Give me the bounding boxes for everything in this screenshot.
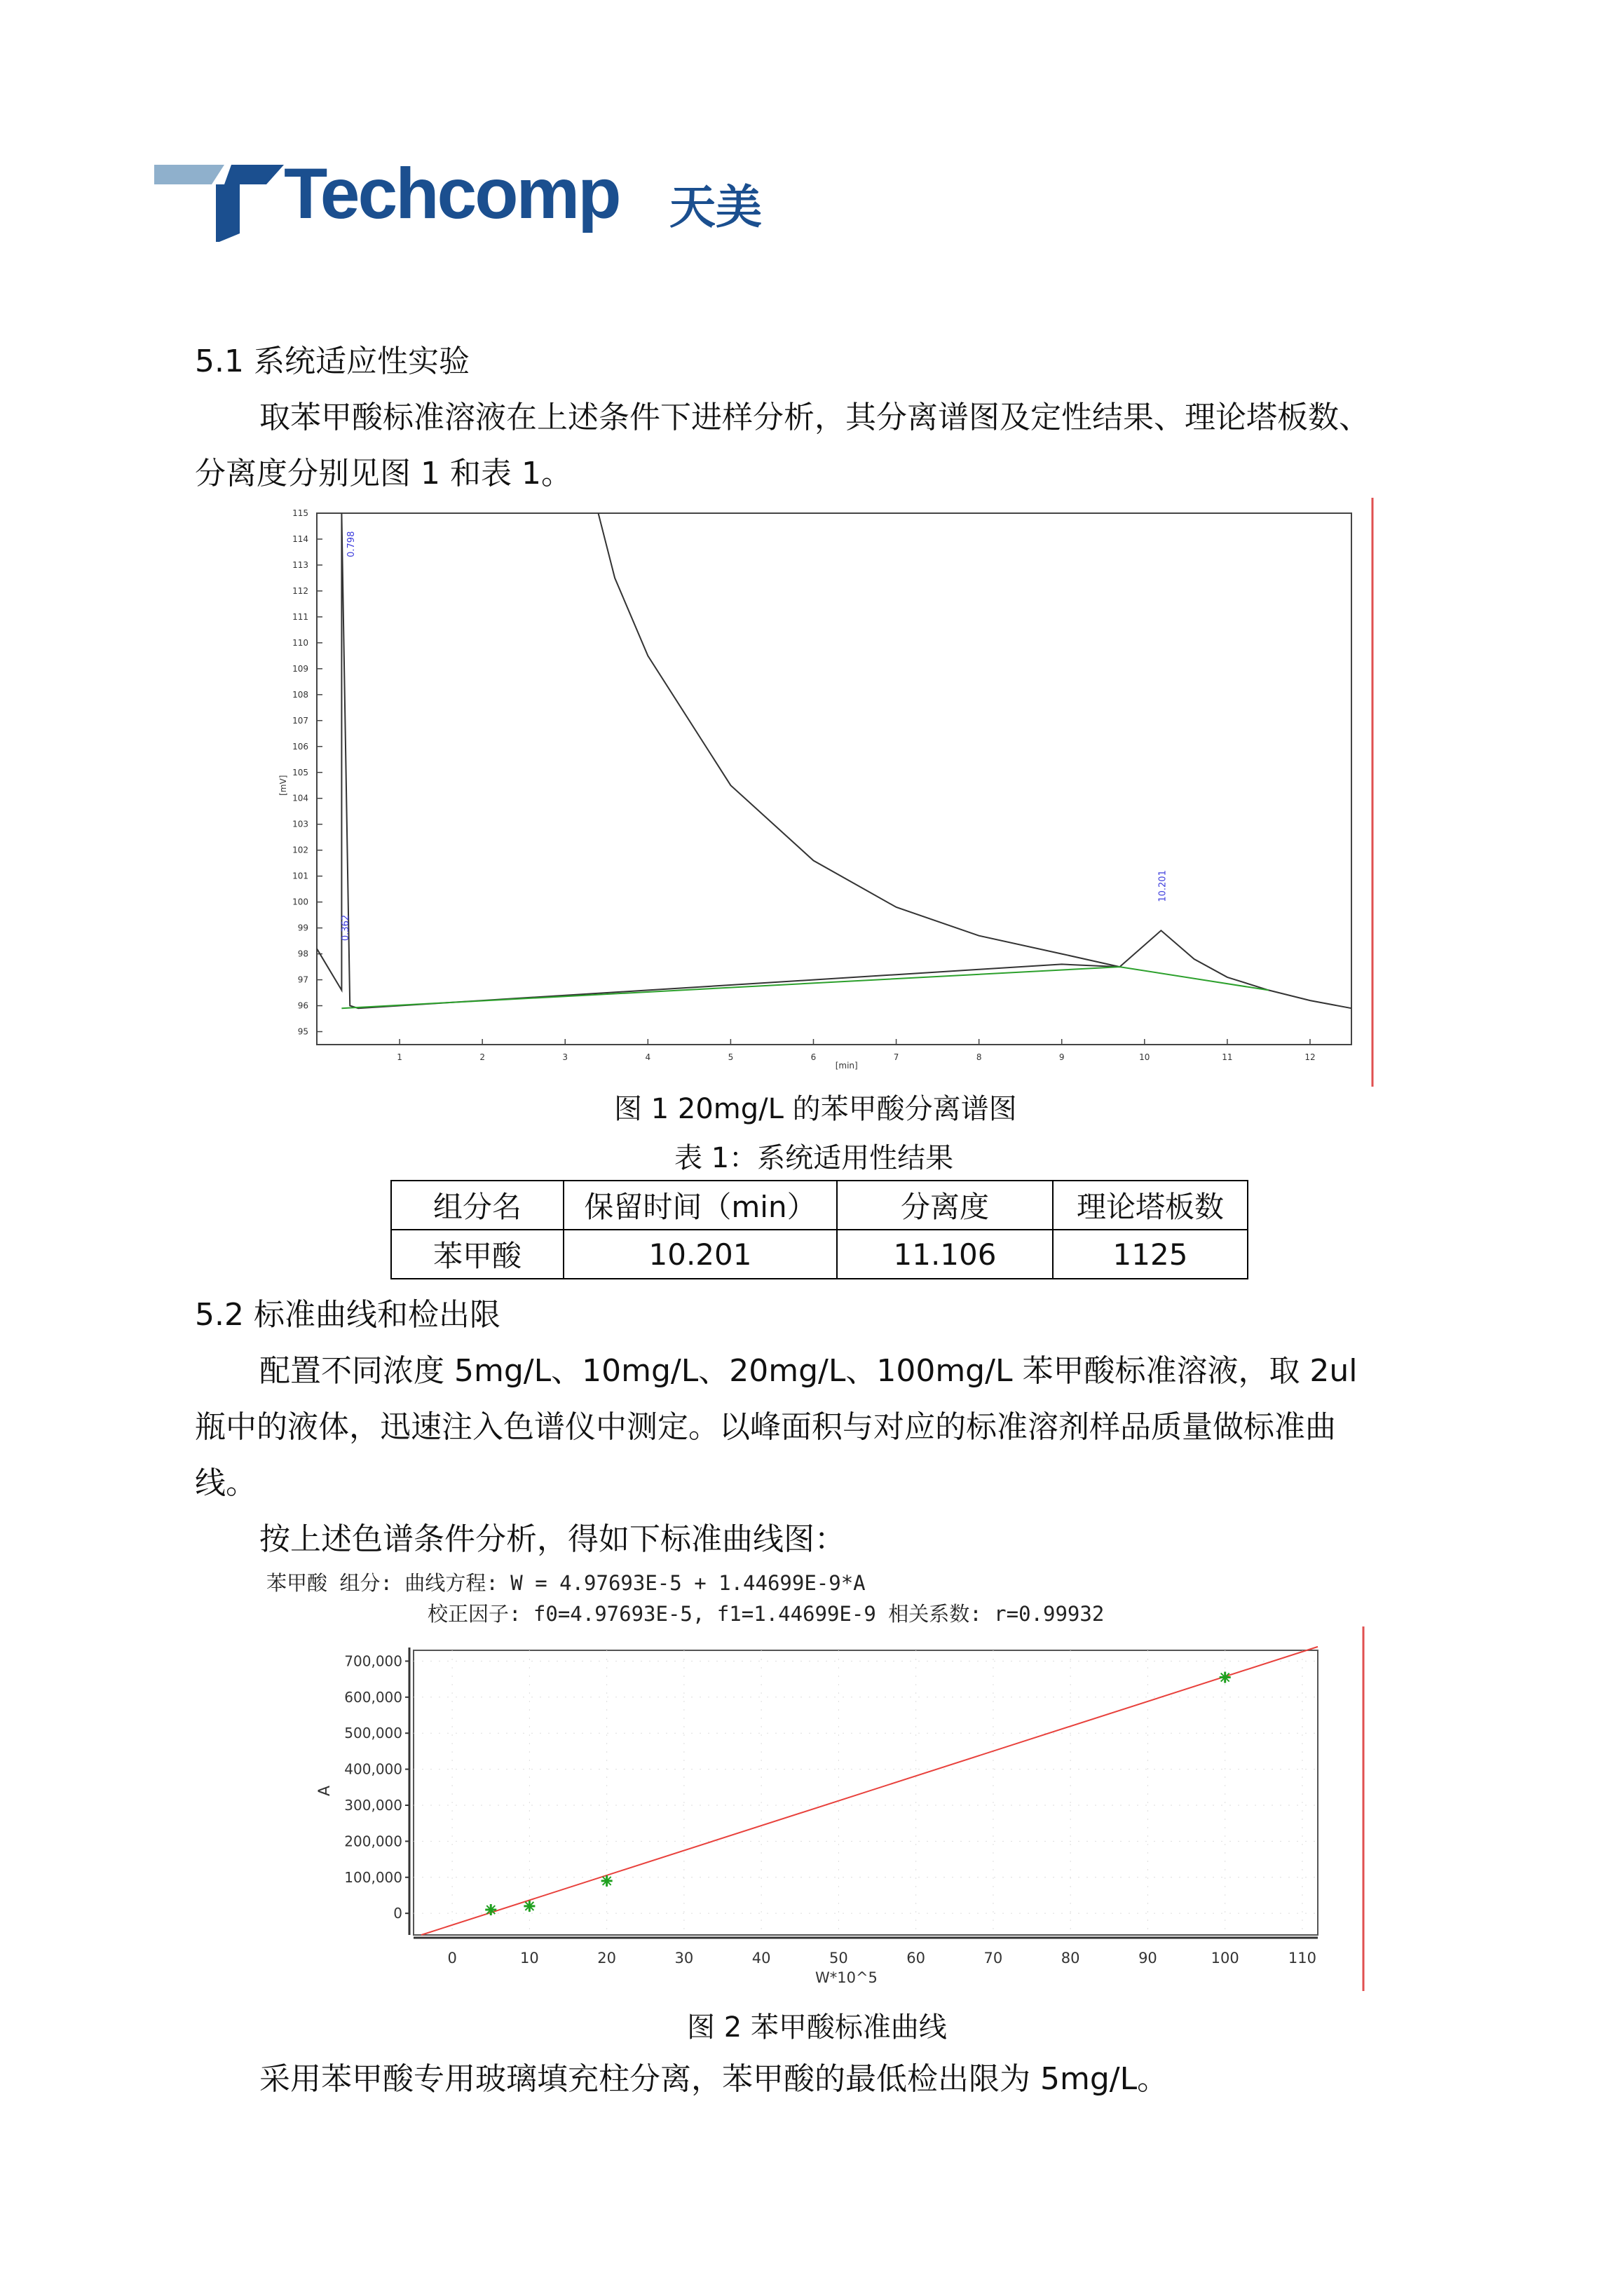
y-tick-label: 97 [297, 974, 308, 985]
paragraph-5-1-line-1: 取苯甲酸标准溶液在上述条件下进样分析，其分离谱图及定性结果、理论塔板数、 [259, 400, 1370, 435]
section-title-5-1: 5.1 系统适应性实验 [195, 344, 470, 379]
x-tick-label: 9 [1058, 1052, 1065, 1062]
table-header-cell: 分离度 [837, 1181, 1053, 1230]
x-tick-label: 80 [1061, 1950, 1080, 1966]
conclusion-text: 采用苯甲酸专用玻璃填充柱分离，苯甲酸的最低检出限为 5mg/L。 [259, 2061, 1168, 2097]
x-tick-label: 90 [1138, 1950, 1157, 1966]
table-cell: 1125 [1053, 1230, 1248, 1279]
x-tick-label: 3 [562, 1052, 568, 1062]
calibration-factors: 校正因子: f0=4.97693E-5, f1=1.44699E-9 相关系数: r=0.99932 [428, 1602, 1105, 1626]
table-cell: 苯甲酸 [391, 1230, 564, 1279]
x-tick-label: 100 [1211, 1950, 1239, 1966]
x-axis-label: W*10^5 [815, 1969, 878, 1986]
x-tick-label: 6 [810, 1052, 817, 1062]
x-tick-label: 4 [645, 1052, 651, 1062]
x-tick-label: 11 [1222, 1052, 1233, 1062]
table-header-cell: 组分名 [391, 1181, 564, 1230]
x-tick-label: 30 [674, 1950, 694, 1966]
y-tick-label: 96 [297, 1000, 308, 1011]
x-tick-label: 5 [728, 1052, 734, 1062]
x-tick-label: 2 [479, 1052, 485, 1062]
section-title-5-2: 5.2 标准曲线和检出限 [195, 1297, 500, 1333]
y-tick-label: 100,000 [344, 1868, 402, 1886]
table-header-row [391, 1181, 1248, 1230]
signal-trace [317, 513, 1351, 1008]
y-tick-label: 102 [292, 845, 308, 855]
y-tick-label: 400,000 [344, 1760, 402, 1778]
system-suitability-table [390, 1180, 1248, 1279]
y-tick-label: 108 [292, 689, 308, 700]
y-tick-label: 107 [292, 715, 308, 726]
y-tick-label: 99 [297, 923, 308, 933]
y-tick-label: 101 [292, 871, 308, 881]
y-tick-label: 111 [292, 611, 308, 622]
x-tick-label: 8 [976, 1052, 982, 1062]
calibration-equation: 苯甲酸 组分: 曲线方程: W = 4.97693E-5 + 1.44699E-9*A [266, 1571, 866, 1595]
logo-cn: 天美 [669, 180, 762, 234]
x-tick-label: 0 [447, 1950, 457, 1966]
paragraph-5-2-line-2: 瓶中的液体，迅速注入色谱仪中测定。以峰面积与对应的标准溶剂样品质量做标准曲 [195, 1409, 1336, 1445]
x-tick-label: 20 [597, 1950, 617, 1966]
table-row [391, 1230, 1248, 1279]
x-tick-label: 60 [906, 1950, 926, 1966]
x-tick-label: 10 [520, 1950, 539, 1966]
y-tick-label: 200,000 [344, 1833, 402, 1850]
table-header-cell: 理论塔板数 [1053, 1181, 1248, 1230]
paragraph-5-2-intro: 按上述色谱条件分析，得如下标准曲线图： [259, 1521, 845, 1557]
y-axis-label: [mV] [278, 775, 288, 796]
y-tick-label: 113 [292, 559, 308, 570]
figure-1-caption: 图 1 20mg/L 的苯甲酸分离谱图 [614, 1093, 1017, 1125]
paragraph-5-2-line-3: 线。 [195, 1465, 257, 1501]
chromatogram-chart [266, 498, 1388, 1087]
logo-wordmark: Techcomp [284, 154, 620, 233]
x-axis-label: [min] [835, 1061, 858, 1071]
y-tick-label: 700,000 [344, 1652, 402, 1670]
y-tick-label: 600,000 [344, 1688, 402, 1706]
x-tick-label: 40 [751, 1950, 771, 1966]
baseline-trace [341, 967, 1269, 1008]
y-tick-label: 115 [292, 508, 308, 518]
x-tick-label: 1 [397, 1052, 402, 1062]
y-tick-label: 114 [292, 534, 308, 544]
x-tick-label: 110 [1288, 1950, 1316, 1966]
data-point [524, 1901, 535, 1912]
y-tick-label: 98 [297, 949, 308, 959]
y-tick-label: 95 [297, 1026, 308, 1037]
peak-label: 0.362 [340, 914, 351, 942]
y-axis-label: A [316, 1785, 334, 1796]
tailing-trace [599, 513, 1120, 967]
table-cell: 10.201 [564, 1230, 837, 1279]
plot-frame [317, 513, 1351, 1045]
x-tick-label: 50 [829, 1950, 848, 1966]
table-header-cell: 保留时间（min） [564, 1181, 837, 1230]
y-tick-label: 112 [292, 585, 308, 596]
data-point [1220, 1672, 1231, 1683]
paragraph-5-1-line-2: 分离度分别见图 1 和表 1。 [195, 456, 572, 491]
x-tick-label: 12 [1304, 1052, 1316, 1062]
y-tick-label: 109 [292, 663, 308, 674]
logo-top-shape [224, 165, 284, 184]
y-tick-label: 104 [292, 793, 308, 803]
peak-label: 0.798 [346, 531, 357, 557]
logo-stem-shape [216, 184, 240, 242]
x-tick-label: 70 [983, 1950, 1003, 1966]
figure-2-caption: 图 2 苯甲酸标准曲线 [687, 2011, 947, 2044]
y-tick-label: 100 [292, 897, 308, 907]
y-tick-label: 103 [292, 819, 308, 829]
calibration-curve-chart [280, 1626, 1388, 1991]
fit-line [421, 1647, 1318, 1935]
data-point [485, 1904, 496, 1915]
y-tick-label: 500,000 [344, 1725, 402, 1742]
data-point [601, 1875, 613, 1887]
table-1-caption: 表 1：系统适用性结果 [674, 1142, 954, 1174]
table-cell: 11.106 [837, 1230, 1053, 1279]
paragraph-5-2-line-1: 配置不同浓度 5mg/L、10mg/L、20mg/L、100mg/L 苯甲酸标准溶液，取 2ul [259, 1353, 1358, 1389]
y-tick-label: 110 [292, 637, 308, 648]
logo-wing-shape [154, 165, 224, 184]
peak-label: 10.201 [1157, 870, 1168, 902]
y-tick-label: 105 [292, 767, 308, 777]
y-tick-label: 300,000 [344, 1796, 402, 1814]
y-tick-label: 0 [393, 1905, 402, 1922]
x-tick-label: 7 [893, 1052, 899, 1062]
x-tick-label: 10 [1139, 1052, 1150, 1062]
y-tick-label: 106 [292, 741, 308, 752]
